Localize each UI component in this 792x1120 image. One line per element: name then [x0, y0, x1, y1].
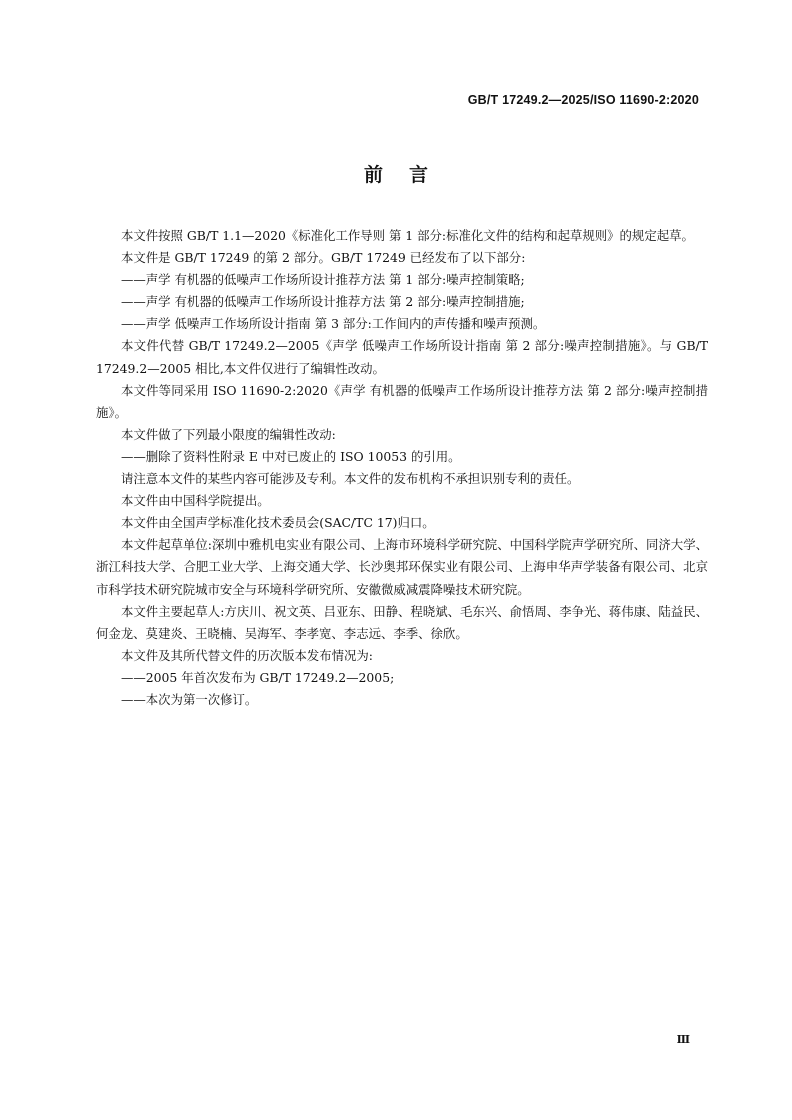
list-item-part2: ——声学 有机器的低噪声工作场所设计推荐方法 第 2 部分:噪声控制措施; [121, 294, 525, 310]
list-item-history-current: ——本次为第一次修订。 [121, 691, 258, 707]
page-title: 前言 [363, 164, 454, 186]
paragraph-proposer: 本文件由中国科学院提出。 [121, 493, 270, 509]
paragraph-committee: 本文件由全国声学标准化技术委员会(SAC/TC 17)归口。 [121, 515, 435, 531]
list-item-deleted-reference: ——删除了资料性附录 E 中对已废止的 ISO 10053 的引用。 [121, 448, 461, 464]
list-item-part3: ——声学 低噪声工作场所设计指南 第 3 部分:工作间内的声传播和噪声预测。 [121, 316, 546, 332]
paragraph-replacement: 本文件代替 GB/T 17249.2—2005《声学 低噪声工作场所设计指南 第 2 部分:噪声控制措施》。与 GB/T 17249.2—2005 相比,本文件仅进行了编辑性改动。 [96, 338, 708, 376]
paragraph-drafters: 本文件主要起草人:方庆川、祝文英、吕亚东、田静、程晓斌、毛东兴、俞悟周、李争光、蒋伟康、陆益民、何金龙、莫建炎、王晓楠、吴海军、李孝宽、李志远、李季、徐欣。 [96, 603, 708, 641]
paragraph-series-intro: 本文件是 GB/T 17249 的第 2 部分。GB/T 17249 已经发布了以下部分: [121, 250, 526, 266]
paragraph-patent-notice: 请注意本文件的某些内容可能涉及专利。本文件的发布机构不承担识别专利的责任。 [121, 471, 580, 487]
foreword-body [96, 225, 708, 711]
paragraph-history-intro: 本文件及其所代替文件的历次版本发布情况为: [121, 647, 373, 663]
standard-number: GB/T 17249.2—2025/ISO 11690-2:2020 [467, 93, 699, 107]
paragraph-drafting-units: 本文件起草单位:深圳中雅机电实业有限公司、上海市环境科学研究院、中国科学院声学研究所、同济大学、浙江科技大学、合肥工业大学、上海交通大学、长沙奥邦环保实业有限公司、上海申华声学装备有限公司、北京市科学技术研究院城市安全与环境科学研究所、安徽微威减震降噪技术研究院。 [96, 537, 708, 597]
paragraph-identical-adoption: 本文件等同采用 ISO 11690-2:2020《声学 有机器的低噪声工作场所设计推荐方法 第 2 部分:噪声控制措施》。 [96, 382, 708, 420]
list-item-history-2005: ——2005 年首次发布为 GB/T 17249.2—2005; [121, 669, 395, 685]
paragraph-editorial-changes: 本文件做了下列最小限度的编辑性改动: [121, 426, 336, 442]
paragraph-drafting-rules: 本文件按照 GB/T 1.1—2020《标准化工作导则 第 1 部分:标准化文件的结构和起草规则》的规定起草。 [121, 228, 694, 243]
page-number: Ⅲ [676, 1033, 690, 1046]
list-item-part1: ——声学 有机器的低噪声工作场所设计推荐方法 第 1 部分:噪声控制策略; [121, 272, 525, 288]
